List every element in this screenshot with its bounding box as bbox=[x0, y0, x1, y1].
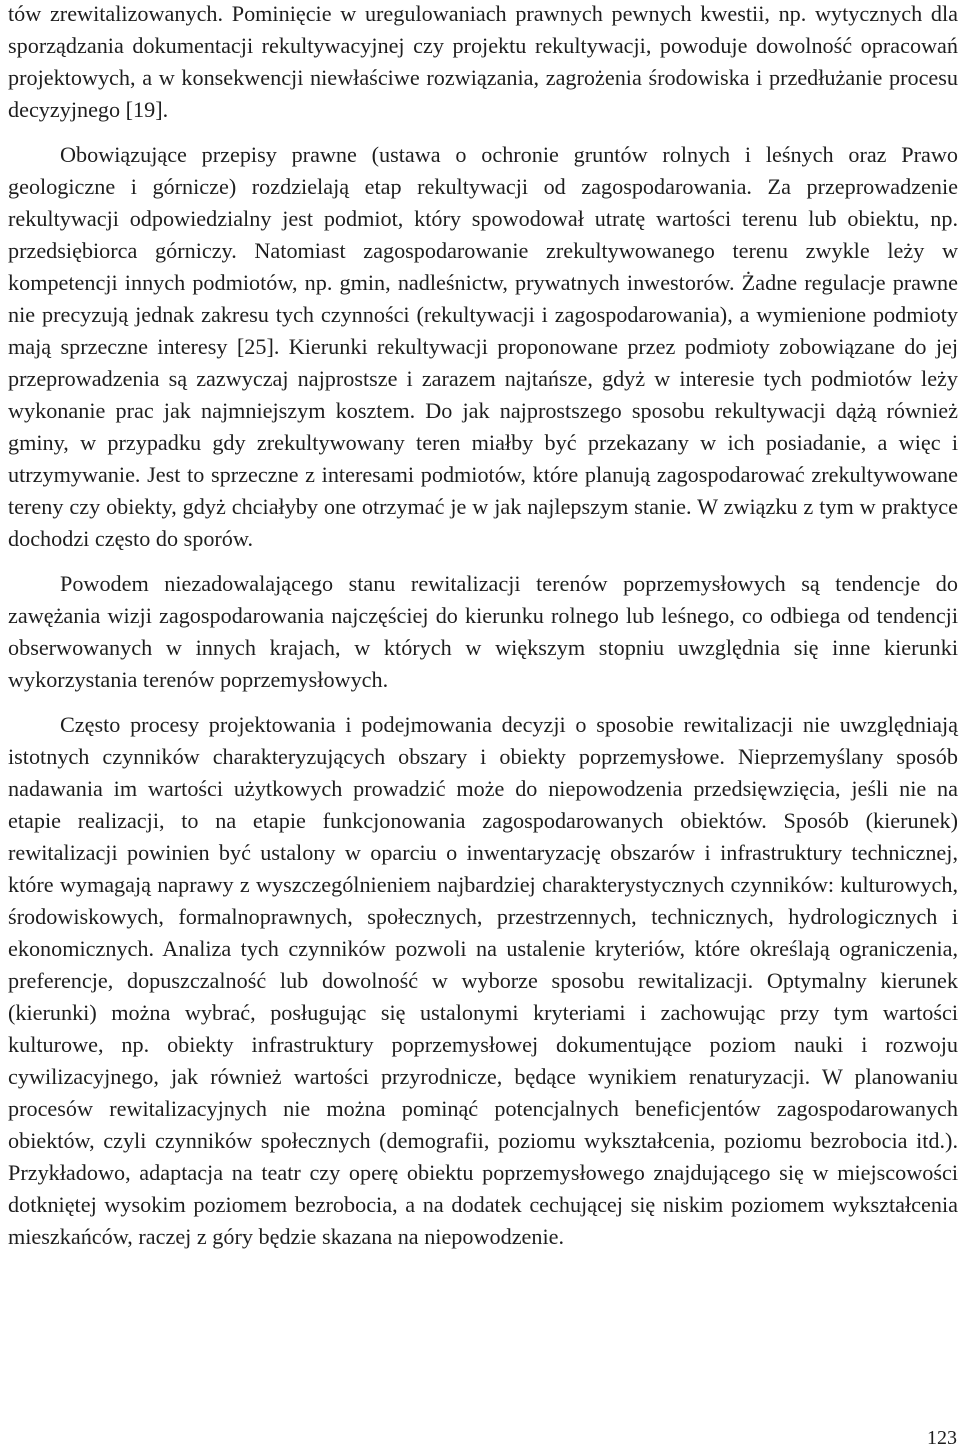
paragraph-1: tów zrewitalizowanych. Pominięcie w uregulowaniach prawnych pewnych kwestii, np. wytycznych dla sporządzania dokumentacji rekultywacyjnej czy projektu rekultywacji, powoduje dowolność opracowań projektowych, a w konsekwencji niewłaściwe rozwiązania, zagrożenia środowiska i przedłużanie procesu decyzyjnego [19]. bbox=[8, 1, 958, 122]
paragraph-3: Powodem niezadowalającego stanu rewitalizacji terenów poprzemysłowych są tendencje do zawężania wizji zagospodarowania najczęściej do kierunku rolnego lub leśnego, co odbiega od tendencji obserwowanych w innych krajach, w których w większym stopniu uwzględnia się inne kierunki wykorzystania terenów poprzemysłowych. bbox=[8, 571, 958, 692]
paragraph-4: Często procesy projektowania i podejmowania decyzji o sposobie rewitalizacji nie uwzględniają istotnych czynników charakteryzujących obszary i obiekty poprzemysłowe. Nieprzemyślany sposób nadawania im wartości użytkowych prowadzić może do niepowodzenia przedsięwzięcia, jeśli nie na etapie realizacji, to na etapie funkcjonowania zagospodarowanych obiektów. Sposób (kierunek) rewitalizacji powinien być ustalony w oparciu o inwentaryzację obszarów i infrastruktury technicznej, które wymagają naprawy z wyszczególnieniem najbardziej charakterystycznych czynników: kulturowych, środowiskowych, formalnoprawnych, społecznych, przestrzennych, technicznych, hydrologicznych i ekonomicznych. Analiza tych czynników pozwoli na ustalenie kryteriów, które określają ograniczenia, preferencje, dopuszczalność lub dowolność w wyborze sposobu rewitalizacji. Optymalny kierunek (kierunki) można wybrać, posługując się ustalonymi kryteriami i zachowując przy tym wartości kulturowe, np. obiekty infrastruktury poprzemysłowej dokumentujące poziom nauki i rozwoju cywilizacyjnego, jak również wartości przyrodnicze, będące wynikiem renaturyzacji. W planowaniu procesów rewitalizacyjnych nie można pominąć potencjalnych beneficjentów zagospodarowanych obiektów, czyli czynników społecznych (demografii, poziomu wykształcenia, poziomu bezrobocia itd.). Przykładowo, adaptacja na teatr czy operę obiektu poprzemysłowego znajdującego się w miejscowości dotkniętej wysokim poziomem bezrobocia, a na dodatek cechującej się niskim poziomem wykształcenia mieszkańców, raczej z góry będzie skazana na niepowodzenie. bbox=[8, 712, 958, 1249]
paragraph-2: Obowiązujące przepisy prawne (ustawa o ochronie gruntów rolnych i leśnych oraz Prawo geologiczne i górnicze) rozdzielają etap rekultywacji od zagospodarowania. Za przeprowadzenie rekultywacji odpowiedzialny jest podmiot, który spowodował utratę wartości terenu lub obiektu, np. przedsiębiorca górniczy. Natomiast zagospodarowanie zrekultywowanego terenu zwykle leży w kompetencji innych podmiotów, np. gmin, nadleśnictw, prywatnych inwestorów. Żadne regulacje prawne nie precyzują jednak zakresu tych czynności (rekultywacji i zagospodarowania), a wymienione podmioty mają sprzeczne interesy [25]. Kierunki rekultywacji proponowane przez podmioty zobowiązane do jej przeprowadzenia są zazwyczaj najprostsze i zarazem najtańsze, gdyż w interesie tych podmiotów leży wykonanie prac jak najmniejszym kosztem. Do jak najprostszego sposobu rekultywacji dążą również gminy, w przypadku gdy zrekultywowany teren miałby być przekazany w ich posiadanie, a więc i utrzymywanie. Jest to sprzeczne z interesami podmiotów, które planują zagospodarować zrekultywowane tereny czy obiekty, gdyż chciałyby one otrzymać je w jak najlepszym stanie. W związku z tym w praktyce dochodzi często do sporów. bbox=[8, 142, 958, 551]
page-number: 123 bbox=[927, 1427, 957, 1449]
page-body bbox=[8, 0, 958, 1253]
